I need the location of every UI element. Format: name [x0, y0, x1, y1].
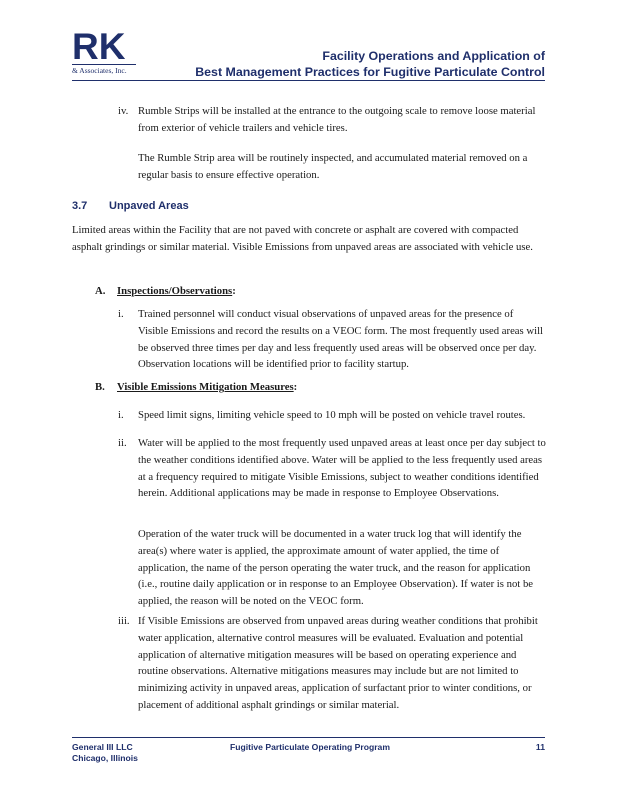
page-number: 11: [535, 742, 545, 752]
company-logo: [72, 26, 136, 75]
subsection-b-heading: [117, 380, 297, 394]
subsection-b-item-ii-text: Water will be applied to the most frequently used unpaved areas at least once per day subject to the weather conditions identified above. Water will be applied to the less frequently used areas at a frequency required to mitigate Visible Emissions, subject to weather conditions identified herein. Additional applications may be made in response to Employee Observations.: [138, 437, 546, 500]
header-divider: [72, 80, 545, 81]
subsection-b-item-i-text: Speed limit signs, limiting vehicle speed to 10 mph will be posted on vehicle travel routes.: [138, 409, 526, 421]
subsection-a-colon: :: [232, 285, 236, 297]
item-iv-number: iv.: [118, 105, 129, 117]
section-title: Unpaved Areas: [109, 200, 189, 212]
page-header: [195, 48, 545, 80]
footer-company: General III LLC: [72, 742, 133, 752]
subsection-b-item-iii-number: iii.: [118, 615, 130, 627]
subsection-a-letter: A.: [95, 285, 106, 297]
item-iv-text: Rumble Strips will be installed at the entrance to the outgoing scale to remove loose material from exterior of vehicle trailers and vehicle tires.: [138, 105, 536, 134]
subsection-b-item-ii-text-2: Operation of the water truck will be documented in a water truck log that will identify the area(s) where water is applied, the approximate amount of water applied, the time of application, the name of the person operating the water truck, and the reason for application (i.e., routine daily application or in response to an Employee Observation). If water is not be applied, the reason will be noted on the VEOC form.: [138, 528, 534, 608]
subsection-b-title: Visible Emissions Mitigation Measures: [117, 381, 294, 393]
subsection-b-item-i-number: i.: [118, 409, 124, 421]
subsection-a-title: Inspections/Observations: [117, 285, 233, 297]
subsection-b-colon: :: [293, 381, 298, 393]
item-iv-text-2: The Rumble Strip area will be routinely inspected, and accumulated material removed on a regular basis to ensure effective operation.: [138, 152, 528, 181]
section-number: 3.7: [72, 200, 88, 212]
subsection-a-item-i-text: Trained personnel will conduct visual observations of unpaved areas for the presence of Visible Emissions and record the results on a VEOC form. The most frequently used areas will be observed three times per day and less frequently used areas will be observed once per day. Observation locations will be identified prior to facility startup.: [138, 308, 544, 371]
subsection-b-letter: B.: [95, 381, 105, 393]
header-line-2: Best Management Practices for Fugitive Particulate Control: [195, 65, 545, 79]
subsection-a-item-i-number: i.: [118, 308, 124, 320]
footer-divider: [72, 737, 545, 738]
subsection-b-item-ii-number: ii.: [118, 437, 127, 449]
subsection-b-item-iii-text: If Visible Emissions are observed from unpaved areas during weather conditions that prohibit water application, alternative control measures will be evaluated. Evaluation and potential application of alternative mitigation measures will be based on operating experience and routine observations. Alternative mitigations measures may include but are not limited to minimizing activity in unpaved areas, application of surfactant prior to winter conditions, or placement of additional asphalt grindings or similar material.: [138, 615, 538, 711]
header-line-1: Facility Operations and Application of: [322, 49, 545, 63]
footer-city: Chicago, Illinois: [72, 753, 138, 763]
section-intro: Limited areas within the Facility that are not paved with concrete or asphalt are covered with compacted asphalt grindings or similar material. Visible Emissions from unpaved areas are associated with vehicle use.: [72, 224, 533, 253]
footer-company-block: [72, 742, 138, 764]
logo-mark: RK: [72, 26, 126, 67]
logo-subtitle: & Associates, Inc.: [72, 64, 136, 75]
subsection-a-heading: [117, 284, 236, 298]
footer-program: Fugitive Particulate Operating Program: [230, 742, 390, 752]
